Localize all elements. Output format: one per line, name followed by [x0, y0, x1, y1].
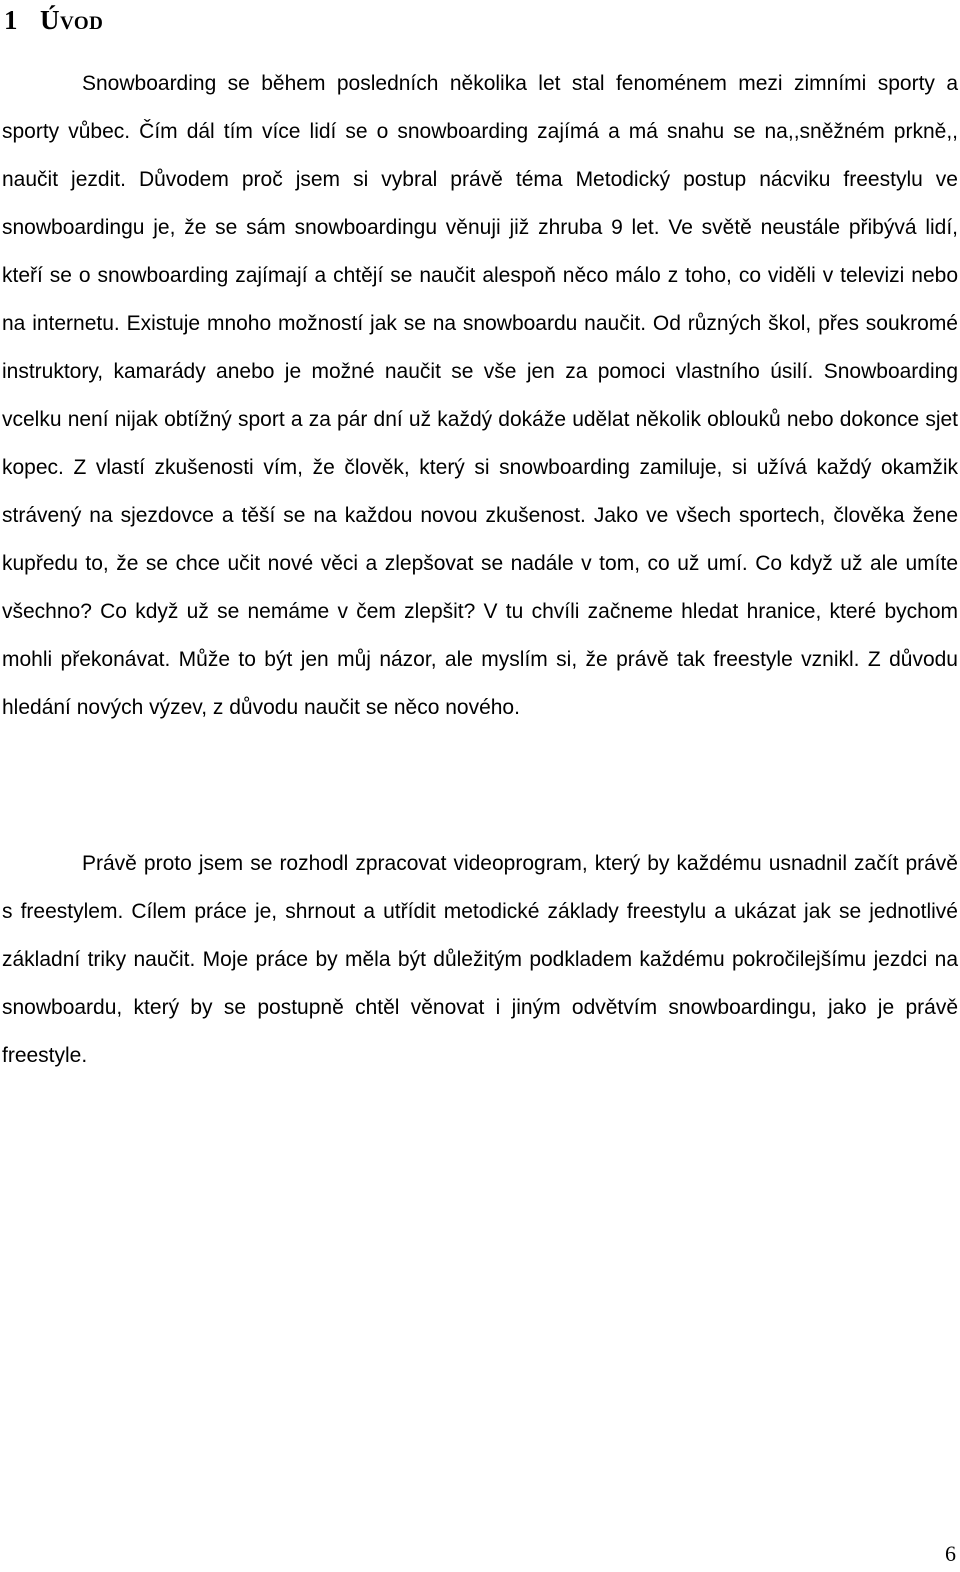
chapter-number: 1	[4, 5, 18, 35]
paragraph: Snowboarding se během posledních několika let stal fenoménem mezi zimními sporty a sporty vůbec. Čím dál tím více lidí se o snowboarding zajímá a má snahu se na,,sněžném prkně,, naučit jezdit. Důvodem proč jsem si vybral právě téma Metodický postup nácviku freestylu ve snowboardingu je, že se sám snowboardingu věnuji již zhruba 9 let. Ve světě neustále přibývá lidí, kteří se o snowboarding zajímají a chtějí se naučit alespoň něco málo z toho, co viděli v televizi nebo na internetu. Existuje mnoho možností jak se na snowboardu naučit. Od různých škol, přes soukromé instruktory, kamarády anebo je možné naučit se vše jen za pomoci vlastního úsilí. Snowboarding vcelku není nijak obtížný sport a za pár dní už každý dokáže udělat několik oblouků nebo dokonce sjet kopec. Z vlastí zkušenosti vím, že člověk, který si snowboarding zamiluje, si užívá každý okamžik strávený na sjezdovce a těší se na každou novou zkušenost. Jako ve všech sportech, člověka žene kupředu to, že se chce učit nové věci a zlepšovat se nadále v tom, co už umí. Co když už ale umíte všechno? Co když už se nemáme v čem zlepšit? V tu chvíli začneme hledat hranice, které bychom mohli překonávat. Může to být jen můj názor, ale myslím si, že právě tak freestyle vznikl. Z důvodu hledání nových výzev, z důvodu naučit se něco nového.	[2, 72, 958, 719]
page-number: 6	[945, 1541, 956, 1566]
paragraph: Právě proto jsem se rozhodl zpracovat videoprogram, který by každému usnadnil začít právě s freestylem. Cílem práce je, shrnout a utřídit metodické základy freestylu a ukázat jak se jednotlivé základní triky naučit. Moje práce by měla být důležitým podkladem každému pokročilejšímu jezdci na snowboardu, který by se postupně chtěl věnovat i jiným odvětvím snowboardingu, jako je právě freestyle.	[2, 852, 958, 1067]
chapter-title: Úvod	[40, 5, 104, 35]
chapter-heading	[4, 4, 103, 36]
